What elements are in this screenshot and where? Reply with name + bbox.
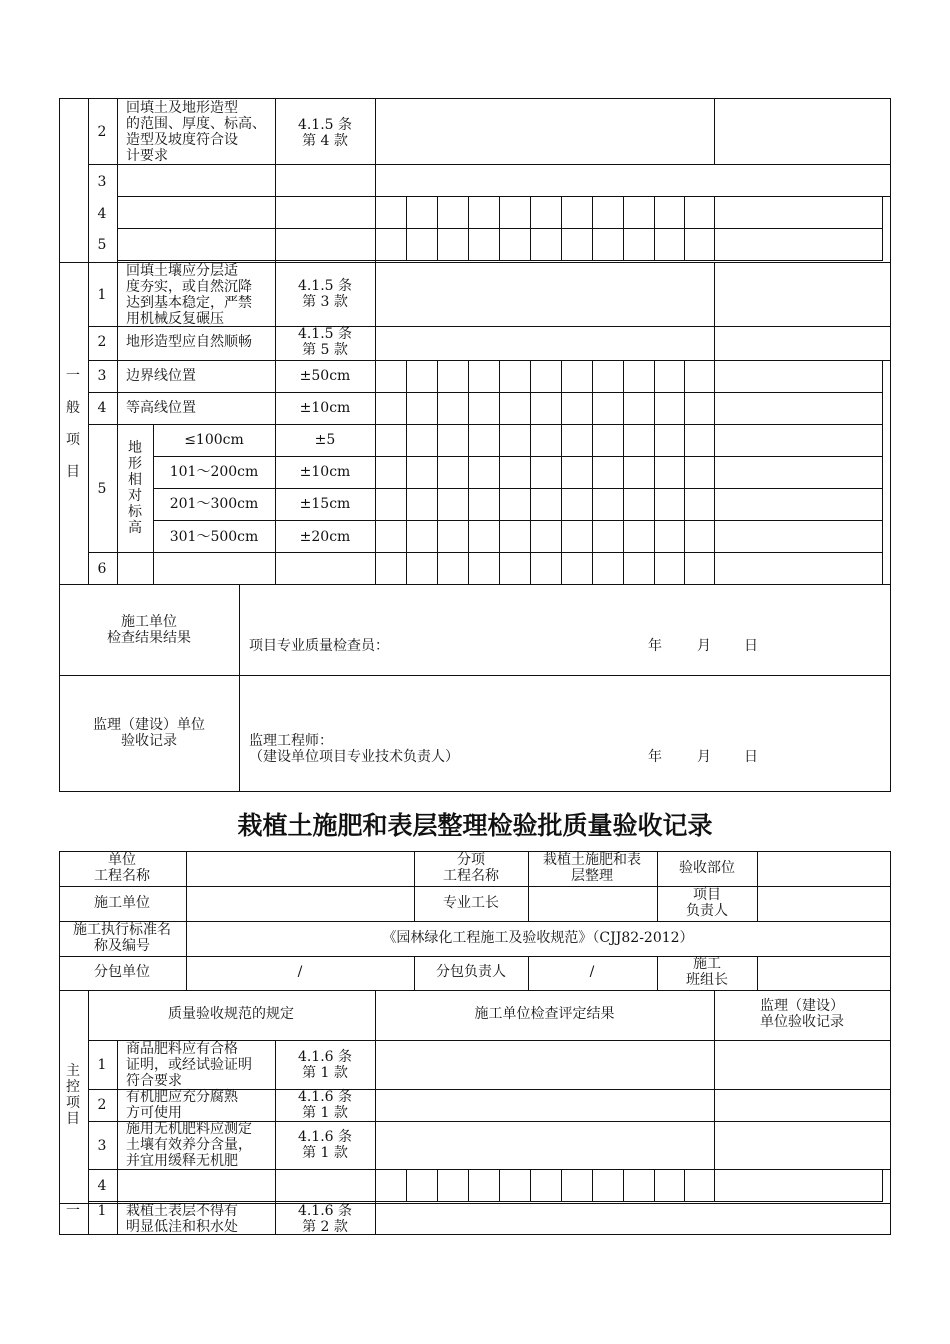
- grid-line: [468, 1169, 469, 1202]
- relative-elevation-label: 地 形 相 对 标 高: [128, 440, 142, 536]
- spec-header: 质量验收规范的规定: [168, 1006, 294, 1022]
- grid-line: [59, 990, 891, 991]
- grid-line: [375, 1040, 376, 1235]
- grid-line: [499, 1169, 500, 1202]
- page-title: 栽植土施肥和表层整理检验批质量验收记录: [237, 811, 713, 840]
- item-text: 回填土壤应分层适 度夯实，或自然沉降 达到基本稳定，严禁 用机械反复碾压: [126, 263, 252, 327]
- sub-project-value: 栽植土施肥和表 层整理: [543, 852, 641, 884]
- standard-ref: 4.1.6 条 第 1 款: [297, 1089, 353, 1121]
- grid-line: [530, 1169, 531, 1202]
- grid-line: [437, 196, 438, 261]
- grid-line: [714, 262, 715, 361]
- inspector-label: 项目专业质量检查员：: [249, 638, 389, 654]
- month-label: 月: [697, 638, 711, 654]
- grid-line: [654, 196, 655, 261]
- tolerance: ±10cm: [299, 464, 351, 480]
- standard-value: 《园林绿化工程施工及验收规范》（CJJ82-2012）: [382, 930, 694, 946]
- grid-line: [890, 851, 891, 1235]
- grid-line: [117, 1040, 118, 1235]
- item-text: 地形造型应自然顺畅: [126, 334, 252, 350]
- grid-line: [592, 196, 593, 261]
- subcontract-value: /: [297, 964, 303, 980]
- standard-ref: 4.1.6 条 第 1 款: [297, 1049, 353, 1081]
- grid-line: [468, 196, 469, 261]
- year-label: 年: [648, 749, 662, 765]
- general-items-label: 一 般 项 目: [66, 368, 80, 480]
- grid-line: [437, 1169, 438, 1202]
- grid-line: [499, 196, 500, 261]
- row-number: 1: [97, 1057, 107, 1073]
- grid-line: [153, 520, 883, 521]
- subcontract-label: 分包单位: [94, 964, 150, 980]
- row-number: 3: [97, 174, 107, 190]
- elevation-range: 201～300cm: [169, 496, 259, 512]
- grid-line: [117, 228, 883, 229]
- grid-line: [684, 196, 685, 261]
- grid-line: [882, 196, 883, 261]
- row-number: 4: [97, 400, 107, 416]
- accept-part-label: 验收部位: [679, 860, 735, 876]
- supervisor-label: 监理工程师： （建设单位项目专业技术负责人）: [249, 733, 459, 765]
- check-header: 施工单位检查评定结果: [474, 1006, 615, 1022]
- row-number: 2: [97, 124, 107, 140]
- grid-line: [882, 1169, 883, 1202]
- row-number: 5: [97, 237, 107, 253]
- grid-line: [623, 196, 624, 261]
- sub-project-label: 分项 工程名称: [443, 852, 499, 884]
- row-number: 4: [97, 1178, 107, 1194]
- row-number: 3: [97, 1138, 107, 1154]
- subcontract-manager-label: 分包负责人: [436, 964, 506, 980]
- row-number: 1: [97, 287, 107, 303]
- row-number: 2: [97, 1097, 107, 1113]
- general-items-label: 一: [66, 1203, 80, 1219]
- standard-ref: 4.1.5 条 第 4 款: [297, 117, 353, 149]
- tolerance: ±15cm: [299, 496, 351, 512]
- elevation-range: ≤100cm: [184, 432, 244, 448]
- item-text: 施用无机肥料应测定 土壤有效养分含量， 并宜用缓释无机肥: [126, 1121, 252, 1169]
- grid-line: [59, 584, 891, 585]
- grid-line: [714, 196, 715, 261]
- project-manager-label: 项目 负责人: [686, 887, 728, 919]
- standard-ref: 4.1.5 条 第 5 款: [297, 326, 353, 358]
- grid-line: [59, 956, 891, 957]
- item-text: 栽植土表层不得有 明显低洼和积水处: [126, 1203, 238, 1235]
- elevation-range: 301～500cm: [169, 529, 259, 545]
- grid-line: [88, 552, 883, 553]
- grid-line: [88, 424, 883, 425]
- construction-check-label: 施工单位 检查结果结果: [107, 614, 191, 646]
- row-number: 1: [97, 1203, 107, 1219]
- subcontract-manager-value: /: [589, 964, 595, 980]
- grid-line: [890, 98, 891, 792]
- grid-line: [684, 1169, 685, 1202]
- grid-line: [88, 164, 891, 165]
- tolerance: ±20cm: [299, 529, 351, 545]
- grid-line: [375, 196, 376, 261]
- grid-line: [714, 98, 715, 165]
- grid-line: [59, 886, 891, 887]
- main-control-items-label: 主 控 项 目: [66, 1063, 80, 1127]
- standard-label: 施工执行标准名 称及编号: [73, 922, 171, 954]
- tolerance: ±50cm: [299, 368, 351, 384]
- standard-ref: 4.1.6 条 第 1 款: [297, 1129, 353, 1161]
- grid-line: [88, 360, 891, 361]
- day-label: 日: [744, 749, 758, 765]
- grid-line: [757, 956, 758, 991]
- grid-line: [654, 1169, 655, 1202]
- row-number: 6: [97, 561, 107, 577]
- row-number: 4: [97, 206, 107, 222]
- grid-line: [153, 456, 883, 457]
- grid-line: [406, 196, 407, 261]
- grid-line: [406, 1169, 407, 1202]
- grid-line: [561, 1169, 562, 1202]
- item-text: 等高线位置: [126, 400, 196, 416]
- row-number: 5: [97, 481, 107, 497]
- grid-line: [239, 584, 240, 792]
- item-text: 回填土及地形造型 的范围、厚度、标高、 造型及坡度符合设 计要求: [126, 100, 266, 164]
- grid-line: [153, 488, 883, 489]
- grid-line: [117, 260, 883, 261]
- supervision-record-label: 监理（建设）单位 验收记录: [93, 717, 205, 749]
- standard-ref: 4.1.6 条 第 2 款: [297, 1203, 353, 1235]
- grid-line: [88, 1201, 883, 1202]
- grid-line: [59, 98, 891, 99]
- row-number: 3: [97, 368, 107, 384]
- grid-line: [375, 1169, 376, 1202]
- grid-line: [530, 196, 531, 261]
- tolerance: ±10cm: [299, 400, 351, 416]
- grid-line: [59, 675, 891, 676]
- unit-project-label: 单位 工程名称: [94, 852, 150, 884]
- row-number: 2: [97, 334, 107, 350]
- elevation-range: 101～200cm: [169, 464, 259, 480]
- grid-line: [88, 392, 883, 393]
- foreman-label: 专业工长: [443, 895, 499, 911]
- supervise-header: 监理（建设） 单位验收记录: [760, 998, 844, 1030]
- grid-line: [623, 1169, 624, 1202]
- item-text: 有机肥应充分腐熟 方可使用: [126, 1089, 238, 1121]
- tolerance: ±5: [314, 432, 336, 448]
- grid-line: [117, 196, 891, 197]
- grid-line: [714, 1169, 715, 1202]
- item-text: 商品肥料应有合格 证明，或经试验证明 符合要求: [126, 1041, 252, 1089]
- team-leader-label: 施工 班组长: [686, 956, 728, 988]
- grid-line: [592, 1169, 593, 1202]
- standard-ref: 4.1.5 条 第 3 款: [297, 278, 353, 310]
- grid-line: [59, 791, 891, 792]
- construction-unit-label: 施工单位: [94, 895, 150, 911]
- grid-line: [88, 1169, 891, 1170]
- item-text: 边界线位置: [126, 368, 196, 384]
- month-label: 月: [697, 749, 711, 765]
- grid-line: [561, 196, 562, 261]
- year-label: 年: [648, 638, 662, 654]
- day-label: 日: [744, 638, 758, 654]
